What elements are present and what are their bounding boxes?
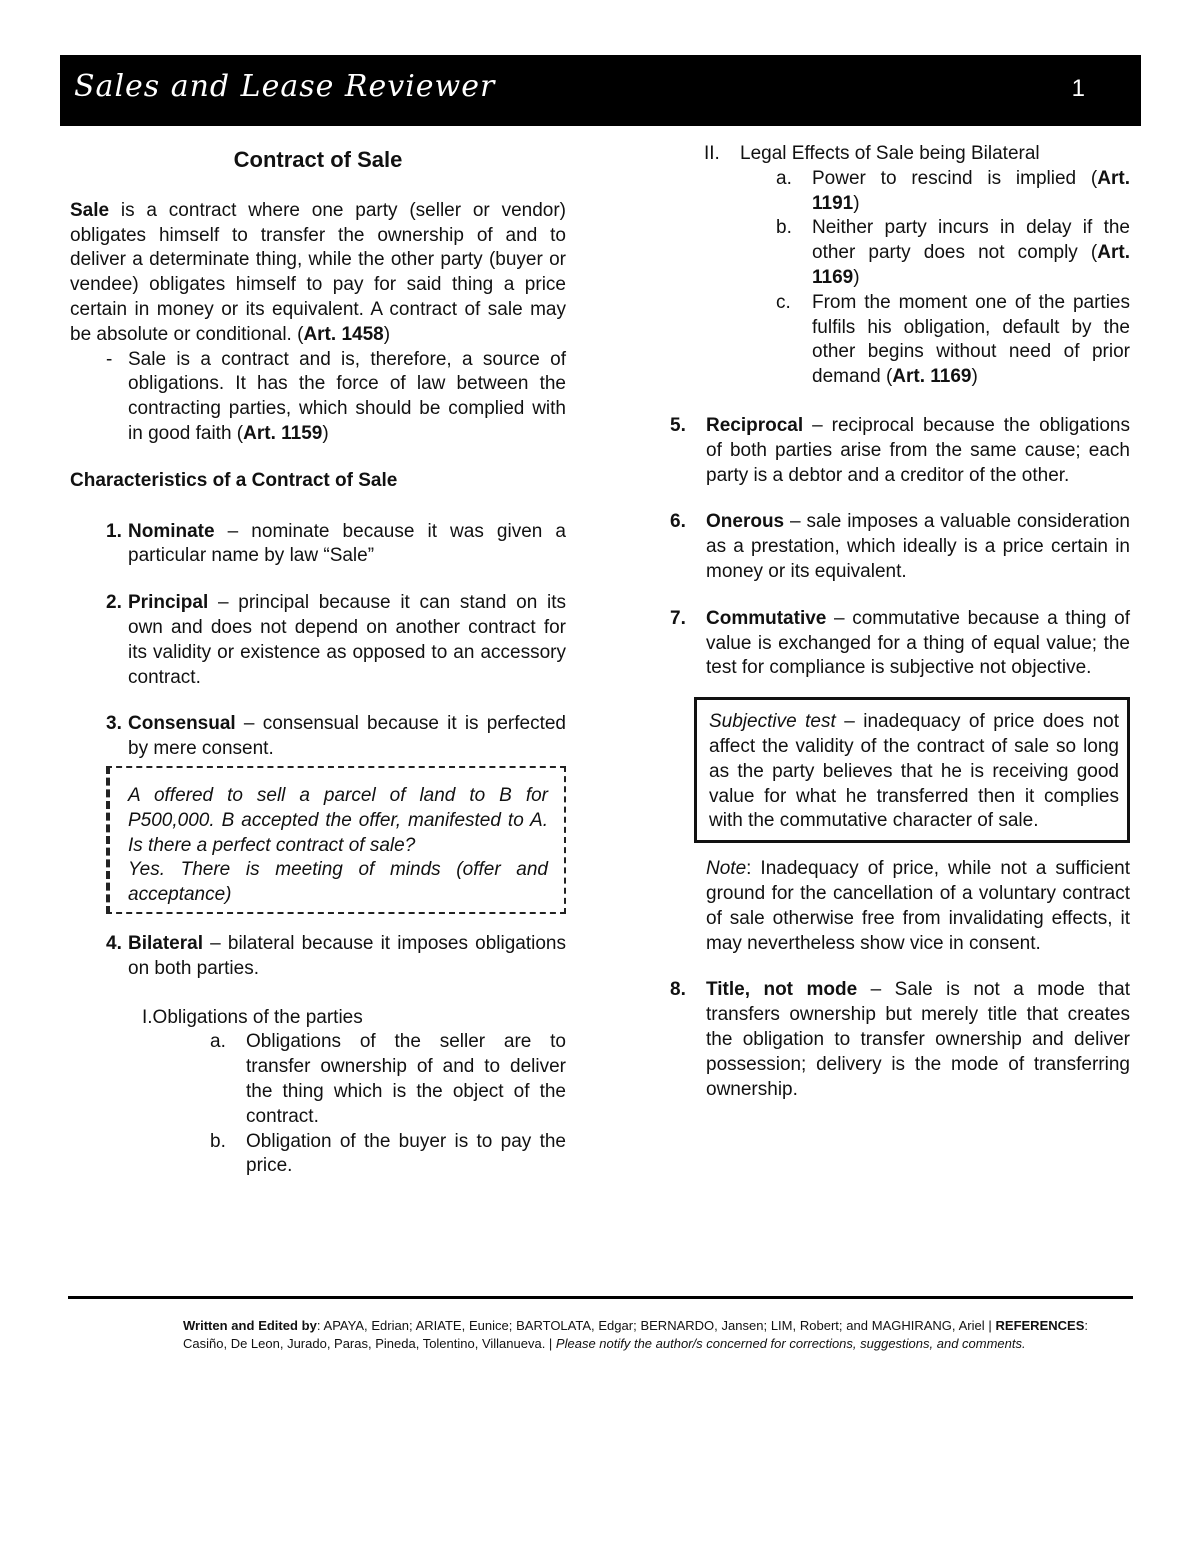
sale-definition: Sale is a contract where one party (seller or vendor) obligates himself to transfer the ownership of and to deliver a determinate thing, while the other party (buyer or vendee) obligates himself to pay for said thing a price certain in money or its equivalent. A contract of sale may be absolute or conditional. (Art. 1458) (70, 199, 566, 345)
art-ref: Art. 1169 (812, 242, 1130, 288)
art-ref: Art. 1191 (812, 167, 1130, 214)
subjective-term: Subjective test (709, 711, 836, 733)
list-item: 6. Onerous – sale imposes a valuable consideration as a prestation, which ideally is a price certain in money or its equivalent. (670, 511, 1130, 582)
list-item: 4. Bilateral – bilateral because it imposes obligations on both parties. (106, 932, 566, 979)
list-item: b. Obligation of the buyer is to pay the price. (210, 1130, 566, 1177)
page-header (60, 55, 1141, 126)
right-column (670, 142, 1130, 1102)
list-item: c. From the moment one of the parties fulfils his obligation, default by the other begins without need of prior demand (Art. 1169) (776, 291, 1130, 388)
example-answer: Yes. There is meeting of minds (offer and acceptance) (128, 859, 548, 906)
list-item: b. Neither party incurs in delay if the other party does not comply (Art. 1169) (776, 217, 1130, 288)
list-item: a. Power to rescind is implied (Art. 1191) (776, 167, 1130, 214)
page-number: 1 (1071, 75, 1085, 102)
list-item: 5. Reciprocal – reciprocal because the obligations of both parties arise from the same cause; each party is a debtor and a creditor of the other. (670, 414, 1130, 486)
art-ref: Art. 1169 (892, 366, 972, 388)
list-item: 3. Consensual – consensual because it is perfected by mere consent. (106, 713, 566, 760)
header-title: Sales and Lease Reviewer (74, 69, 496, 104)
list-item: 2. Principal – principal because it can stand on its own and does not depend on another contract for its validity or existence as opposed to an accessory contract. (106, 592, 566, 688)
characteristics-heading: Characteristics of a Contract of Sale (70, 469, 398, 491)
left-column (70, 142, 566, 1179)
footer: Written and Edited by: APAYA, Edrian; ARIATE, Eunice; BARTOLATA, Edgar; BERNARDO, Jansen; LIM, Robert; and MAGHIRANG, Ariel | REFERENCES: Casiño, De Leon, Jurado, Paras, Pineda, Tolentino, Villanueva. | Please notify the author/s concerned for corrections, suggestions, and comments. (183, 1318, 1088, 1351)
section-title: Contract of Sale (233, 147, 403, 172)
legal-effects-heading: II. Legal Effects of Sale being Bilateral (704, 143, 1040, 164)
obligations-heading: I.Obligations of the parties (142, 1006, 363, 1028)
example-question: A offered to sell a parcel of land to B for P500,000. B accepted the offer, manifested to A. Is there a perfect contract of sale? (128, 784, 548, 856)
art-ref: Art. 1159 (243, 422, 323, 444)
list-item: a. Obligations of the seller are to transfer ownership of and to deliver the thing which is the object of the contract. (210, 1031, 566, 1127)
subjective-test-box: Subjective test – inadequacy of price does not affect the validity of the contract of sale so long as the party believes that he is receiving good value for what he transferred then it complies with the commutative character of sale. (694, 697, 1130, 843)
footer-divider (68, 1296, 1133, 1299)
list-item: 1. Nominate – nominate because it was given a particular name by law “Sale” (106, 520, 566, 567)
sale-term: Sale (70, 199, 110, 221)
list-item: 7. Commutative – commutative because a thing of value is exchanged for a thing of equal value; the test for compliance is subjective not objective. (670, 607, 1130, 679)
example-box (106, 766, 566, 914)
art-ref: Art. 1458 (303, 323, 384, 345)
note-paragraph: Note: Inadequacy of price, while not a sufficient ground for the cancellation of a voluntary contract of sale otherwise free from invalidating effects, it may nevertheless show vice in consent. (706, 858, 1130, 954)
dash-note: - Sale is a contract and is, therefore, a source of obligations. It has the force of law between the contracting parties, which should be complied with in good faith (Art. 1159) (106, 348, 566, 444)
list-item: 8. Title, not mode – Sale is not a mode that transfers ownership but merely title that creates the obligation to transfer ownership and deliver possession; delivery is the mode of transferring ownership. (670, 979, 1130, 1100)
